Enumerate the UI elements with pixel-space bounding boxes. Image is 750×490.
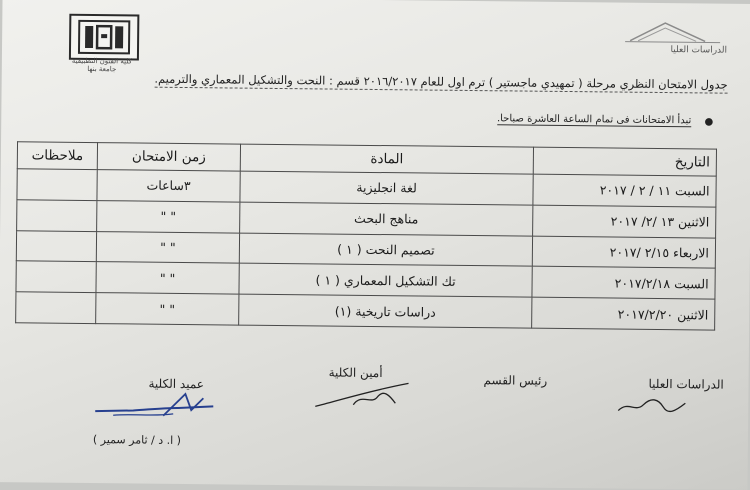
row-duration: ٣ساعات [97,170,240,202]
row-notes [16,261,96,293]
row-notes [17,200,97,232]
row-subject: تك التشكيل المعماري ( ١ ) [239,263,532,297]
row-duration: " " [96,231,239,263]
faculty-logo [69,14,139,61]
header-notes: ملاحظات [17,142,97,170]
dean-signature [93,389,223,422]
row-subject: دراسات تاريخية (١) [239,294,532,328]
header-duration: زمن الامتحان [97,143,240,171]
department-label: الدراسات العليا [670,45,728,56]
grad-studies-signature [613,393,693,419]
table-row [16,292,715,330]
dept-head-signature-label: رئيس القسم [483,373,548,388]
row-duration: " " [96,293,239,325]
grad-studies-signature-label: الدراسات العليا [648,376,724,392]
secretary-signature-label: أمين الكلية [328,365,383,381]
schedule-title-text: جدول الامتحان النظري مرحلة ( تمهيدي ماجستير ) ترم اول للعام ٢٠١٦/٢٠١٧ قسم : النحت والتشكيل المعماري والترميم. [154,71,728,92]
logo-line-1: كلية الفنون التطبيقية [71,56,132,66]
dean-signature-label: عميد الكلية [148,376,205,392]
header-date: التاريخ [533,147,716,176]
row-subject: لغة انجليزية [240,171,533,205]
logo-line-2: جامعة بنها [87,64,117,74]
dean-name: ( ا. د / ثامر سمير ) [92,433,182,447]
row-duration: " " [97,200,240,232]
row-notes [17,169,97,201]
schedule-title [68,71,728,94]
row-date: الاثنين ٢٠١٧/٢/٢٠ [532,297,715,330]
row-notes [16,230,96,262]
exam-schedule-table [15,141,717,330]
start-time-note: تبدأ الامتحانات فى تمام الساعة العاشرة صباحا. [496,113,692,127]
row-subject: تصميم النحت ( ١ ) [239,233,532,267]
row-date: السبت ٢٠١٧/٢/١٨ [532,267,715,300]
bullet-icon: ● [704,116,714,128]
secretary-signature [313,374,423,415]
header-subject: المادة [240,144,533,174]
department-emblem-icon [610,16,725,45]
row-subject: مناهج البحث [240,202,533,236]
row-date: الاثنين ١٣ /٢/ ٢٠١٧ [533,205,716,238]
row-date: السبت ١١ / ٢ / ٢٠١٧ [533,174,716,207]
row-date: الاربعاء ٢/١٥ /٢٠١٧ [532,236,715,269]
row-duration: " " [96,262,239,294]
logo-emblem-icon [71,16,137,59]
row-notes [16,292,96,324]
